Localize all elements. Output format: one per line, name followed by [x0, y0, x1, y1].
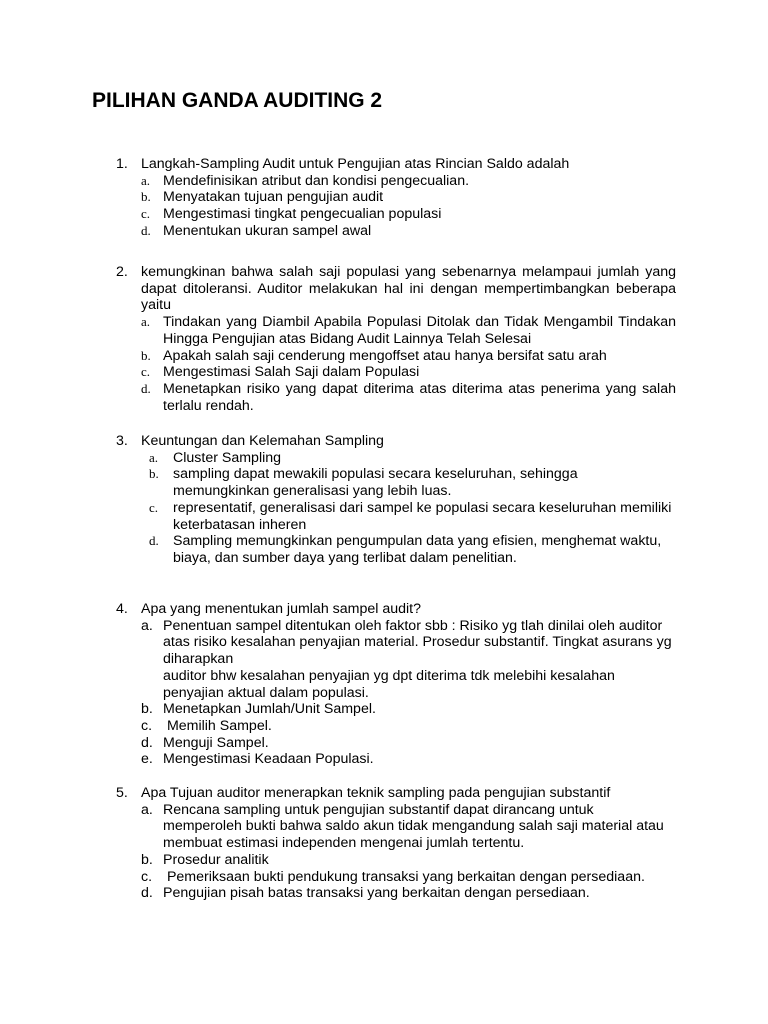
- question-4: [116, 601, 676, 768]
- option-letter: e.: [141, 751, 153, 768]
- option-text: representatif, generalisasi dari sampel ke populasi secara keseluruhan memiliki keterbatasan inheren: [173, 499, 672, 533]
- option-letter: c.: [149, 499, 159, 515]
- option-text: Menetapkan risiko yang dapat diterima atas diterima atas penerima yang salah terlalu rendah.: [163, 380, 676, 414]
- option-text: Rencana sampling untuk pengujian substantif dapat dirancang untuk memperoleh bukti bahwa saldo akun tidak mengandung salah saji material atau membuat estimasi independen mengenai jumlah tertentu.: [163, 801, 664, 852]
- option-letter: d.: [141, 380, 151, 396]
- option-item: [116, 869, 676, 886]
- option-text: Mengestimasi Salah Saji dalam Populasi: [163, 364, 420, 381]
- option-text: Pemeriksaan bukti pendukung transaksi yang berkaitan dengan persediaan.: [163, 868, 645, 885]
- option-letter: d.: [149, 533, 159, 549]
- option-item: [116, 500, 676, 533]
- question-number: 4.: [116, 601, 128, 617]
- option-letter: a.: [141, 617, 153, 634]
- option-item: [116, 189, 676, 206]
- option-item: [116, 173, 676, 190]
- option-item: [116, 852, 676, 869]
- option-text: Apakah salah saji cenderung mengoffset atau hanya bersifat satu arah: [163, 347, 607, 364]
- option-text: Sampling memungkinkan pengumpulan data yang efisien, menghemat waktu, biaya, dan sumber daya yang terlibat dalam penelitian.: [173, 533, 662, 566]
- option-letter: a.: [141, 172, 151, 188]
- option-item: [116, 223, 676, 240]
- question-text: Apa Tujuan auditor menerapkan teknik sampling pada pengujian substantif: [141, 785, 611, 801]
- option-item: [116, 533, 676, 566]
- option-letter: b.: [141, 851, 153, 868]
- option-letter: b.: [141, 347, 151, 363]
- option-text: Cluster Sampling: [173, 449, 282, 466]
- option-item: [116, 802, 676, 852]
- option-text: sampling dapat mewakili populasi secara keseluruhan, sehingga memungkinkan generalisasi yang lebih luas.: [173, 466, 578, 500]
- option-item: [116, 735, 676, 752]
- option-text: Pengujian pisah batas transaksi yang berkaitan dengan persediaan.: [163, 885, 590, 902]
- option-text: Tindakan yang Diambil Apabila Populasi Ditolak dan Tidak Mengambil Tindakan Hingga Pengujian atas Bidang Audit Lainnya Telah Selesai: [163, 314, 676, 347]
- question-header: [116, 433, 676, 450]
- option-letter: a.: [141, 314, 151, 330]
- question-text: Langkah-Sampling Audit untuk Pengujian atas Rincian Saldo adalah: [141, 156, 570, 172]
- option-letter: c.: [141, 364, 151, 380]
- question-number: 5.: [116, 785, 128, 801]
- option-list: [116, 802, 676, 902]
- option-text: Mengestimasi tingkat pengecualian populasi: [163, 206, 442, 223]
- option-text: Memilih Sampel.: [163, 717, 272, 734]
- question-5: [116, 785, 676, 902]
- question-header: [116, 785, 676, 802]
- question-header: [116, 601, 676, 618]
- question-text: Keuntungan dan Kelemahan Sampling: [141, 433, 384, 449]
- option-letter: c.: [141, 717, 153, 734]
- option-item: [116, 348, 676, 365]
- option-list: [116, 618, 676, 768]
- option-item: [116, 381, 676, 414]
- option-item: [116, 701, 676, 718]
- option-text: Menetapkan Jumlah/Unit Sampel.: [163, 701, 376, 718]
- option-list: [116, 450, 676, 567]
- option-item: [116, 450, 676, 467]
- option-item: [116, 466, 676, 499]
- option-text-continued: auditor bhw kesalahan penyajian yg dpt diterima tdk melebihi kesalahan penyajian aktual dalam populasi.: [163, 667, 615, 701]
- question-1: [116, 156, 676, 240]
- option-item: [116, 618, 676, 702]
- option-letter: a.: [149, 449, 159, 465]
- option-text: Mendefinisikan atribut dan kondisi pengecualian.: [163, 172, 470, 189]
- option-letter: c.: [141, 206, 151, 222]
- option-text: Penentuan sampel ditentukan oleh faktor sbb : Risiko yg tlah dinilai oleh auditor atas risiko kesalahan penyajian material. Prosedur substantif. Tingkat asurans yg diharapkan: [163, 617, 672, 668]
- question-header: [116, 264, 676, 314]
- option-text: Menyatakan tujuan pengujian audit: [163, 189, 384, 206]
- question-number: 3.: [116, 433, 128, 449]
- document-title: PILIHAN GANDA AUDITING 2: [92, 89, 383, 112]
- option-letter: d.: [141, 222, 151, 238]
- option-item: [116, 206, 676, 223]
- option-letter: c.: [141, 868, 153, 885]
- option-text: Mengestimasi Keadaan Populasi.: [163, 751, 374, 768]
- option-item: [116, 364, 676, 381]
- option-list: [116, 173, 676, 240]
- question-3: [116, 433, 676, 567]
- question-number: 2.: [116, 264, 128, 280]
- question-header: [116, 156, 676, 173]
- option-item: [116, 314, 676, 347]
- option-letter: d.: [141, 734, 153, 751]
- option-text: Menentukan ukuran sampel awal: [163, 222, 372, 239]
- option-letter: b.: [141, 189, 151, 205]
- option-letter: b.: [149, 466, 159, 482]
- question-2: [116, 264, 676, 414]
- option-text: Menguji Sampel.: [163, 734, 269, 751]
- option-text: Prosedur analitik: [163, 851, 269, 868]
- question-text: Apa yang menentukan jumlah sampel audit?: [141, 601, 421, 617]
- option-letter: a.: [141, 801, 153, 818]
- option-item: [116, 885, 676, 902]
- option-letter: d.: [141, 885, 153, 902]
- option-item: [116, 751, 676, 768]
- question-number: 1.: [116, 156, 128, 172]
- option-list: [116, 314, 676, 414]
- question-text: kemungkinan bahwa salah saji populasi yang sebenarnya melampaui jumlah yang dapat ditoleransi. Auditor melakukan hal ini dengan mempertimbangkan beberapa yaitu: [141, 264, 676, 314]
- option-letter: b.: [141, 701, 153, 718]
- option-item: [116, 718, 676, 735]
